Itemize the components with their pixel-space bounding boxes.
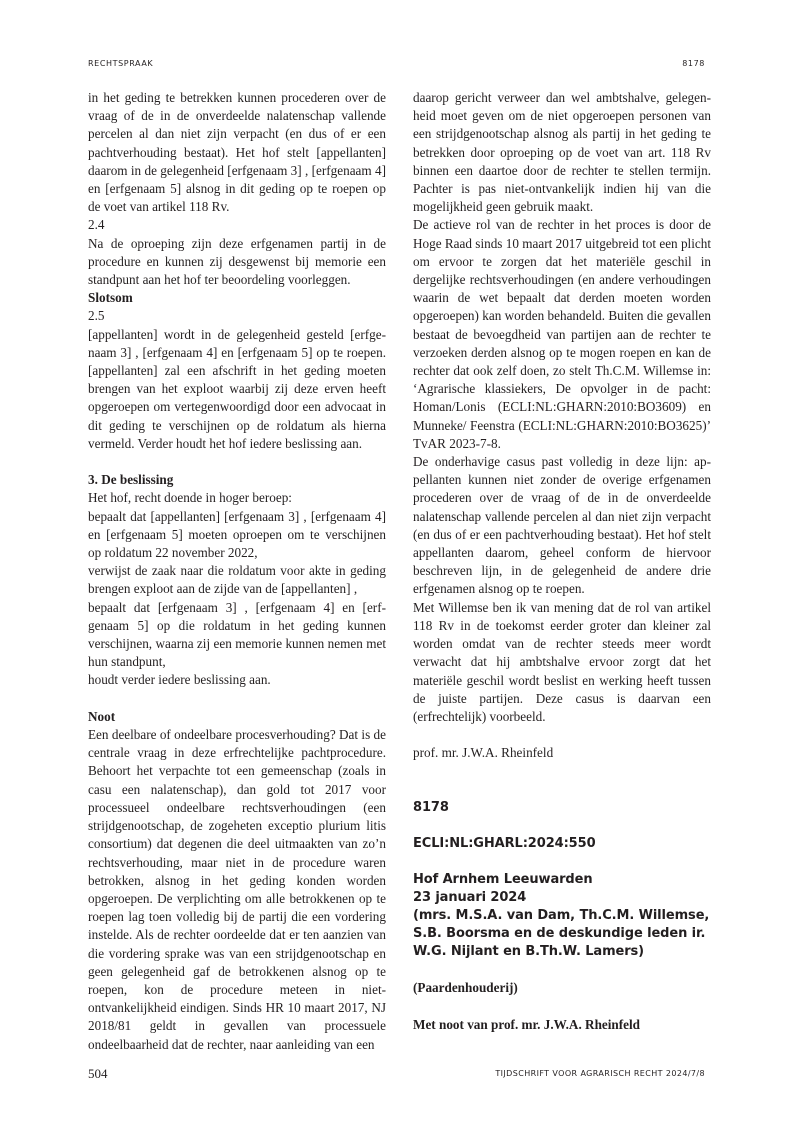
spacer [413,961,711,979]
decision-line: verwijst de zaak naar die roldatum voor akte in geding brengen exploot aan de zijde van de [appellanten] , [88,563,386,597]
paragraph: Een deelbare of ondeelbare procesverhouding? Dat is de centrale vraag in deze erfrechtelijke pachtprocedure. Behoort het verpachte tot een gemeenschap (zoals in casu een nalatenschap), dan gold tot 2017 voor processueel ondeelbare rechtsverhoudingen (een strijdgenootschap, de zogeheten exceptio plurium litis consortium) dat degenen die deel uitmaakten van zo’n rechtsverhouding, maar niet in de procedure waren betrokken, alsnog in het geding konden worden opgeroepen. De verplichting om alle betrokkenen op te roepen lag toen volledig bij de partij die een vordering instelde. Als de rechter oordeelde dat er ten aanzien van die vordering sprake was van een strijdgenootschap en geen gelegenheid gaf de betrokkenen alsnog op te roepen, kon de procedure meteen in niet-ontvankelijkheid eindigen. Sinds HR 10 maart 2017, NJ 2018/81 geldt in gevallen van processuele ondeelbaarheid dat de rechter, naar aanleiding van een [88,727,386,1052]
paragraph: [appellanten] wordt in de gelegenheid gesteld [erfgenaam 3] , [erfgenaam 4] en [erfgenaam 5] op te roepen. [appellanten] zal een afschrift in het geding moeten brengen van het exploot waarbij zij deze erven heeft opgeroepen om vertegenwoordigd door een advocaat in dit geding te verschijnen op de roldatum als hierna vermeld. Verder houdt het hof iedere beslissing aan. [88,326,386,451]
judges-list: (mrs. M.S.A. van Dam, Th.C.M. Willemse, S.B. Boorsma en de deskundige leden ir. W.G. Nijlant en B.Th.W. Lamers) [413,908,710,960]
case-number-heading: 8178 [413,799,449,815]
left-column [88,89,386,1054]
spacer [413,998,711,1016]
decision-line: bepaalt dat [erfgenaam 3] , [erfgenaam 4] en [erfgenaam 5] op die roldatum in het geding kunnen verschijnen, waarna zij een memorie kunnen nemen met hun standpunt, [88,599,386,670]
heading-noot: Noot [88,708,116,724]
decision-line: houdt verder iedere beslissing aan. [88,672,271,688]
ecli-identifier: ECLI:NL:GHARL:2024:550 [413,836,596,852]
paragraph: De onderhavige casus past volledig in deze lijn: appellanten kunnen niet zonder de overige erfgenamen procederen over de vraag of de in de onverdeelde nalatenschap vallende percelen al dan niet zijn verpacht (en dus of er een pachtverhouding bestaat). Het hof stelt appellanten daarom, geheel conform de hiervoor beschreven lijn, in de gelegenheid de andere drie erfgenamen alsnog op te roepen. [413,454,711,597]
decision-line: bepaalt dat [appellanten] [erfgenaam 3] , [erfgenaam 4] en [erfgenaam 5] moeten oproepen om te verschijnen op roldatum 22 november 2022, [88,508,386,561]
spacer [413,817,711,835]
paragraph: Na de oproeping zijn deze erfgenamen partij in de procedure en kunnen zij desgewenst bij memorie een standpunt aan het hof ter beoordeling voorleggen. [88,235,386,288]
spacer [88,453,386,471]
running-head-case-number: 8178 [682,59,705,68]
spacer [413,763,711,781]
paragraph: daarop gericht verweer dan wel ambtshalve, gelegenheid moet geven om de niet opgeroepen personen van een strijdgenootschap alsnog als partij in het geding te betrekken door oproeping op de voet van art. 118 Rv binnen een daartoe door de rechter te stellen termijn. Pachter is pas niet-ontvankelijk indien hij van die mogelijkheid geen gebruik maakt. [413,90,711,215]
subheading-slotsom: Slotsom [88,290,133,306]
decision-date: 23 januari 2024 [413,890,527,906]
section-number: 2.4 [88,217,105,233]
case-subject: (Paardenhouderij) [413,980,518,996]
court-name: Hof Arnhem Leeuwarden [413,872,593,888]
author-signature: prof. mr. J.W.A. Rheinfeld [413,745,554,761]
paragraph: Met Willemse ben ik van mening dat de rol van artikel 118 Rv in de toekomst eerder groter dan kleiner zal worden omdat van de rechter steeds meer wordt verwacht dat hij ambtshalve ervoor zorgt dat het materiële geschil wordt beslist en werking heeft tussen de juiste partijen. Deze casus is daarvan een (erfrechtelijk) voorbeeld. [413,599,711,724]
journal-title: TIJDSCHRIFT VOOR AGRARISCH RECHT 2024/7/8 [495,1069,705,1078]
section-number: 2.5 [88,308,105,324]
heading-beslissing: 3. De beslissing [88,472,174,488]
spacer [413,781,711,799]
page-number: 504 [88,1066,108,1081]
annotation-note: Met noot van prof. mr. J.W.A. Rheinfeld [413,1016,640,1032]
decision-line: Het hof, recht doende in hoger beroep: [88,490,292,506]
spacer [413,853,711,871]
running-head-section: RECHTSPRAAK [88,59,154,68]
spacer [413,726,711,744]
spacer [88,690,386,708]
paragraph: in het geding te betrekken kunnen procederen over de vraag of de in de onverdeelde nalatenschap vallende percelen al dan niet zijn verpacht (en dus of er een pachtverhouding bestaat). Het hof stelt [appellanten] daarom in de gelegenheid [erfgenaam 3] , [erfgenaam 4] en [erfgenaam 5] alsnog in dit geding op te roepen op de voet van artikel 118 Rv. [88,90,386,215]
paragraph: De actieve rol van de rechter in het proces is door de Hoge Raad sinds 10 maart 2017 uitgebreid tot een plicht om ervoor te zorgen dat het materiële geschil in dergelijke rechtsverhoudingen (en andere verhoudingen waarin de wet bepaalt dat derden moeten worden opgeroepen) kan worden behandeld. Buiten die gevallen bestaat de bevoegdheid van partijen aan de rechter te verzoeken derden alsnog op te mogen roepen en kan de rechter dat ook zelf doen, zo stelt Th.C.M. Willemse in: ‘Agrarische klassiekers, De opvolger in de pacht: Homan/Lonis (ECLI:NL:GHARN:2010:BO3609) en Munneke/ Feenstra (ECLI:NL:GHARN:2010:BO3625)’ TvAR 2023-7-8. [413,217,711,451]
right-column [413,89,711,1034]
